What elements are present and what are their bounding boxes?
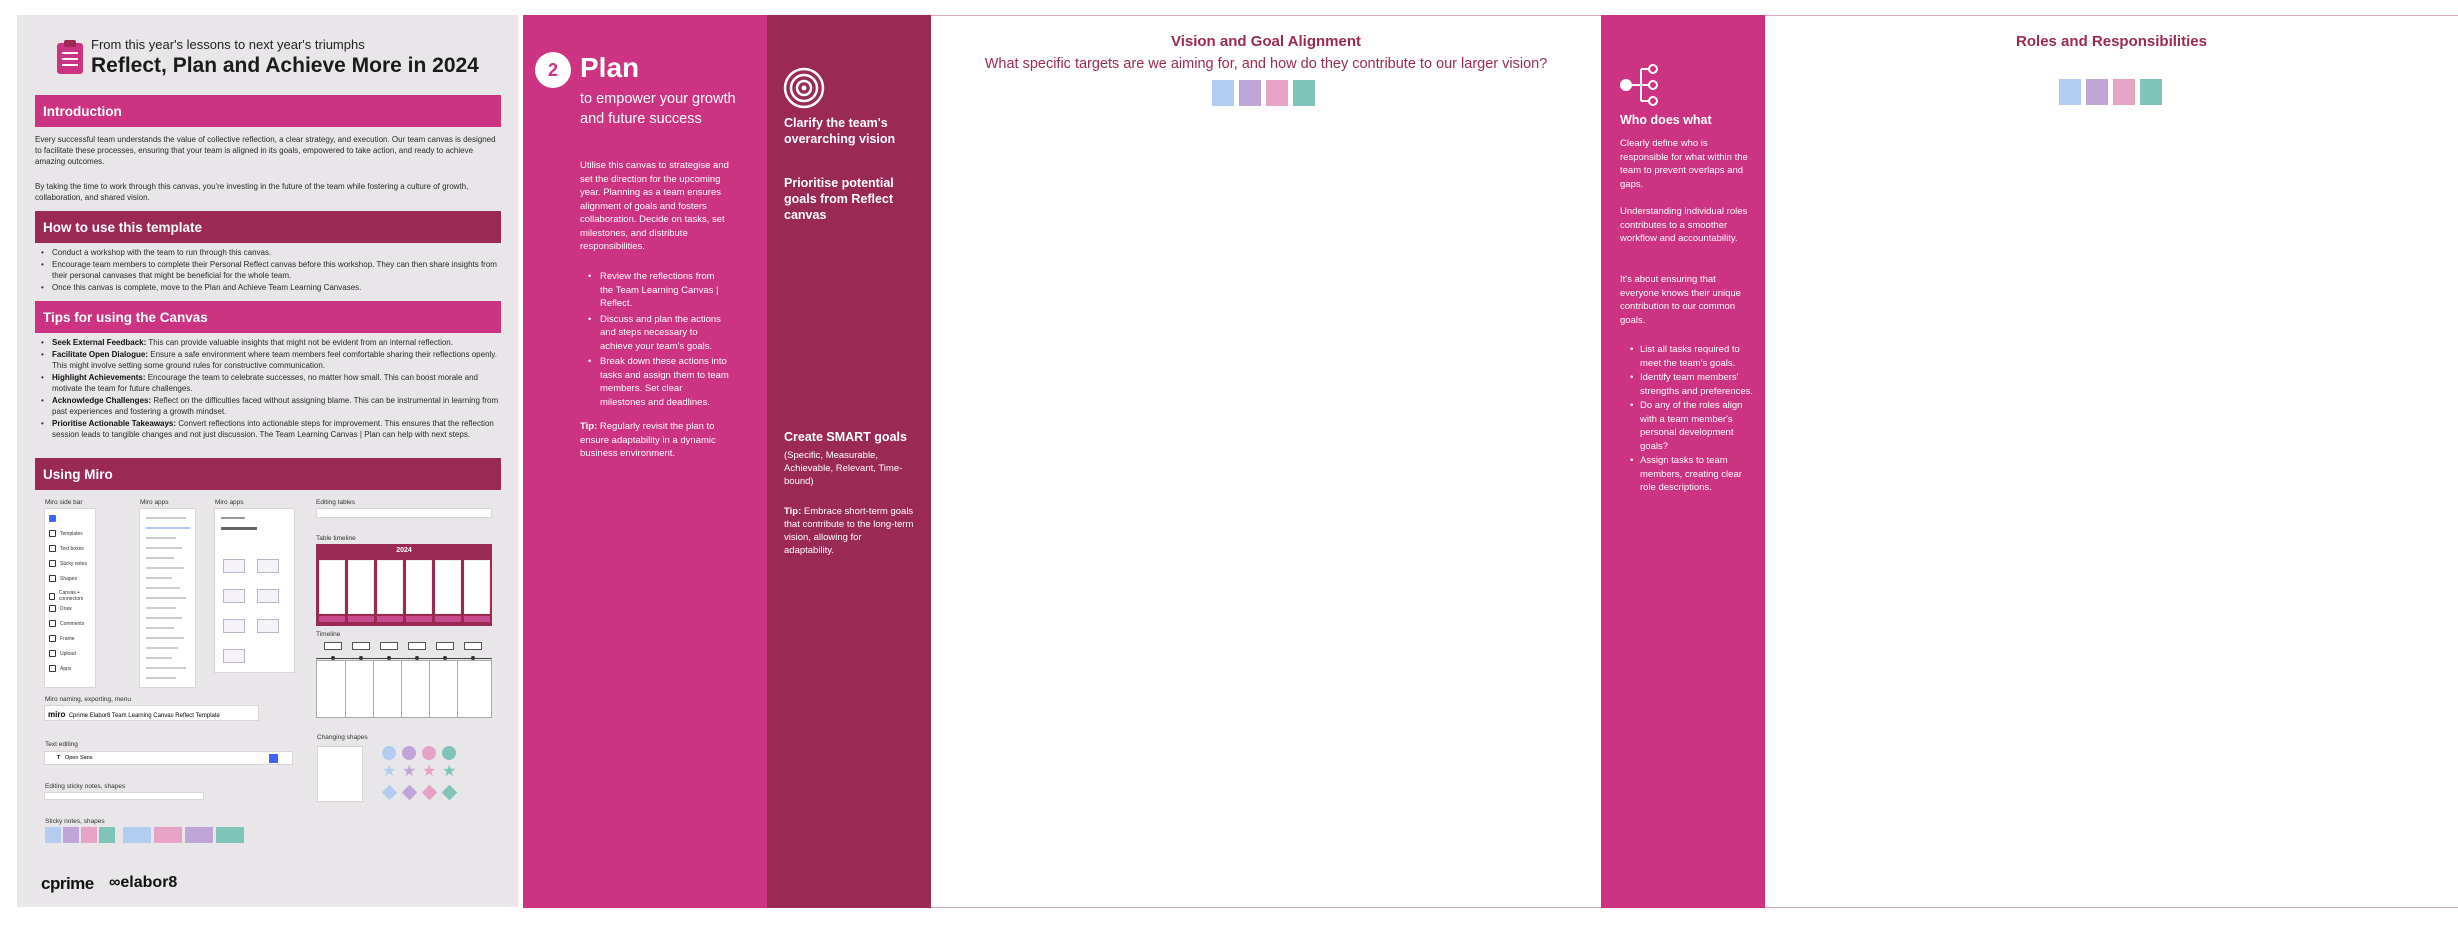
vision-heading: Clarify the team's overarching vision xyxy=(784,116,896,146)
smart-goals-heading: Create SMART goals xyxy=(784,430,907,444)
side-bar-item: Comments xyxy=(49,620,84,627)
sticky-note-lilac[interactable] xyxy=(1239,80,1261,106)
side-bar-item: Canvas + connectors xyxy=(49,590,95,602)
table-year: 2024 xyxy=(396,547,412,554)
miro-board-name-bar[interactable] xyxy=(44,705,259,721)
sticky-note-blue[interactable] xyxy=(2059,79,2081,105)
side-bar-item: Shapes xyxy=(49,575,77,582)
list-item xyxy=(35,349,503,372)
roles-board[interactable] xyxy=(1765,15,2458,908)
text-editing-toolbar[interactable]: T Open Sans xyxy=(44,751,293,765)
tip-label: Highlight Achievements: xyxy=(52,372,146,382)
side-bar-item: Upload xyxy=(49,650,76,657)
org-chart-icon xyxy=(1619,63,1665,107)
sticky-note-teal[interactable] xyxy=(1293,80,1315,106)
using-miro-heading: Using Miro xyxy=(35,458,501,490)
roles-heading: Who does what xyxy=(1620,113,1712,127)
board-name: Cprime Elabor8 Team Learning Canvas Reflect Template xyxy=(68,713,220,719)
tip-label: Tip: xyxy=(784,506,802,517)
tips-list xyxy=(35,337,503,441)
target-icon xyxy=(783,67,825,109)
tip-label: Seek External Feedback: xyxy=(52,338,147,347)
prioritise-heading: Prioritise potential goals from Reflect canvas xyxy=(784,176,894,222)
roles-board-title: Roles and Responsibilities xyxy=(2016,33,2207,50)
list-item xyxy=(35,395,503,418)
vision-board-question: What specific targets are we aiming for, and how do they contribute to our larger vision? xyxy=(984,56,1548,72)
tip-text: Embrace short-term goals that contribute to the long-term vision, allowing for adaptability. xyxy=(784,506,914,556)
sticky-note-palette xyxy=(1212,80,1318,106)
editing-tables-label: Editing tables xyxy=(316,499,356,506)
plan-intro: Utilise this canvas to strategise and set the direction for the upcoming year. Planning as a team ensures alignment of goals and fosters collaboration. Decide on tasks, set milestones, and distribute responsibilities. xyxy=(580,160,729,252)
miro-logo: miro xyxy=(48,710,66,719)
plan-title: Plan xyxy=(580,52,640,83)
list-item: • Conduct a workshop with the team to run through this canvas. xyxy=(35,247,503,259)
list-item: • List all tasks required to meet the team's goals. xyxy=(1620,343,1755,370)
miro-side-bar-preview xyxy=(44,508,96,688)
changing-shapes-label: Changing shapes xyxy=(317,734,368,741)
vision-guidance-panel xyxy=(767,15,931,908)
introduction-paragraph-2: By taking the time to work through this canvas, you're investing in the future of the team while fostering a culture of growth, collaboration, and shared vision. xyxy=(35,182,469,202)
list-item: • Discuss and plan the actions and steps necessary to achieve your team's goals. xyxy=(580,313,730,354)
how-to-use-heading: How to use this template xyxy=(35,211,501,243)
miro-apps-mindmap-preview xyxy=(214,508,295,673)
list-item: • Identify team members' strengths and preferences. xyxy=(1620,371,1755,398)
tip-text: This can provide valuable insights that might not be evident from an internal reflection. xyxy=(146,338,453,347)
list-item xyxy=(35,372,503,395)
tips-heading: Tips for using the Canvas xyxy=(35,301,501,333)
side-bar-item: Text boxes xyxy=(49,545,84,552)
smart-definition: (Specific, Measurable, Achievable, Relevant, Time-bound) xyxy=(784,450,903,487)
miro-apps-label: Miro apps xyxy=(140,499,169,506)
clipboard-icon xyxy=(55,39,85,75)
sticky-note-palette xyxy=(2059,79,2165,105)
timeline-preview xyxy=(316,642,492,720)
sticky-note-pink[interactable] xyxy=(1266,80,1288,106)
list-item xyxy=(35,418,503,441)
plan-tip xyxy=(580,420,735,461)
list-item: • Do any of the roles align with a team member's personal development goals? xyxy=(1620,399,1755,453)
list-item xyxy=(35,337,503,349)
miro-side-bar-label: Miro side bar xyxy=(45,499,83,506)
tip-label: Prioritise Actionable Takeaways: xyxy=(52,418,177,428)
list-item: • Break down these actions into tasks and assign them to team members. Set clear milestones and deadlines. xyxy=(580,355,730,409)
list-item: • Assign tasks to team members, creating clear role descriptions. xyxy=(1620,454,1755,495)
cprime-logo: cprime xyxy=(41,874,94,893)
sticky-shapes-label: Sticky notes, shapes xyxy=(45,818,105,825)
tip-text: Regularly revisit the plan to ensure adaptability in a dynamic business environment. xyxy=(580,421,716,459)
list-item: • Review the reflections from the Team Learning Canvas | Reflect. xyxy=(580,270,730,311)
tip-text: Reflect on the difficulties faced without assigning blame. This can be instrumental in learning from past experiences and fostering a growth mindset. xyxy=(52,395,499,416)
side-bar-item: Sticky notes xyxy=(49,560,87,567)
tip-text: Encourage the team to celebrate successes, no matter how small. This can boost morale and motivate the team for future challenges. xyxy=(52,372,478,393)
font-select[interactable]: Open Sans xyxy=(64,755,93,761)
table-timeline-preview xyxy=(316,544,492,626)
side-bar-item: Frame xyxy=(49,635,74,642)
list-item: • Once this canvas is complete, move to the Plan and Achieve Team Learning Canvases. xyxy=(35,282,503,294)
introduction-heading: Introduction xyxy=(35,95,501,127)
vision-tip xyxy=(784,505,914,557)
roles-list xyxy=(1620,343,1755,496)
page-title: Reflect, Plan and Achieve More in 2024 xyxy=(91,54,479,77)
roles-guidance-panel xyxy=(1601,15,1765,908)
tip-label: Tip: xyxy=(580,421,598,432)
sticky-note-blue[interactable] xyxy=(1212,80,1234,106)
sticky-toolbar-preview xyxy=(44,792,204,800)
how-to-use-list xyxy=(35,247,503,293)
side-bar-item: Templates xyxy=(49,530,83,537)
naming-label: Miro naming, exporting, menu xyxy=(45,696,131,703)
miro-apps-menu-preview xyxy=(139,508,196,688)
table-timeline-label: Table timeline xyxy=(316,535,356,542)
side-bar-item: Draw xyxy=(49,605,72,612)
tip-label: Acknowledge Challenges: xyxy=(52,395,152,405)
editing-sticky-label: Editing sticky notes, shapes xyxy=(45,783,126,790)
page-subtitle: From this year's lessons to next year's triumphs xyxy=(91,37,365,52)
shape-picker-preview xyxy=(317,746,363,802)
timeline-label: Timeline xyxy=(316,631,341,638)
miro-apps-label: Miro apps xyxy=(215,499,244,506)
tip-text: Convert reflections into actionable steps for improvement. This ensures that the reflection session leads to tangible changes and not just discussion. The Team Learning Canvas | Plan can help with next steps. xyxy=(52,418,494,439)
sticky-note-pink[interactable] xyxy=(2113,79,2135,105)
vision-board-title: Vision and Goal Alignment xyxy=(1170,33,1362,50)
text-editing-label: Text editing xyxy=(45,741,78,748)
introduction-paragraph-1: Every successful team understands the value of collective reflection, a clear strategy, and execution. Our team canvas is designed to facilitate these processes, ensuring that your team is aligned in its goals, empowered to take action, and ready to achieve amazing outcomes. xyxy=(35,135,496,166)
plan-subtitle: to empower your growth and future success xyxy=(580,91,736,127)
roles-paragraph-1: Clearly define who is responsible for what within the team to prevent overlaps and gaps. xyxy=(1620,138,1748,190)
plan-steps-list xyxy=(580,270,730,411)
tip-label: Facilitate Open Dialogue: xyxy=(52,349,149,359)
sticky-note-lilac[interactable] xyxy=(2086,79,2108,105)
plan-panel xyxy=(523,15,767,908)
side-bar-item: Apps xyxy=(49,665,71,672)
instructions-panel xyxy=(17,15,518,907)
elabor8-logo: ∞elabor8 xyxy=(109,874,178,891)
roles-paragraph-2: Understanding individual roles contributes to a smoother workflow and accountability. xyxy=(1620,206,1748,244)
sticky-swatches xyxy=(45,827,275,843)
step-number-badge: 2 xyxy=(535,52,571,88)
shape-samples: ★ ★ ★ ★ xyxy=(382,746,477,802)
tip-text: Ensure a safe environment where team members feel comfortable sharing their reflections openly. This might involve setting some ground rules for constructive communication. xyxy=(52,349,497,370)
list-item: • Encourage team members to complete their Personal Reflect canvas before this workshop. They can then share insights from their personal canvases that might be beneficial for the whole team. xyxy=(35,259,503,282)
table-toolbar-preview xyxy=(316,508,492,518)
vision-goal-board[interactable] xyxy=(931,15,1601,908)
sticky-note-teal[interactable] xyxy=(2140,79,2162,105)
roles-paragraph-3: It's about ensuring that everyone knows their unique contribution to our common goals. xyxy=(1620,274,1741,326)
